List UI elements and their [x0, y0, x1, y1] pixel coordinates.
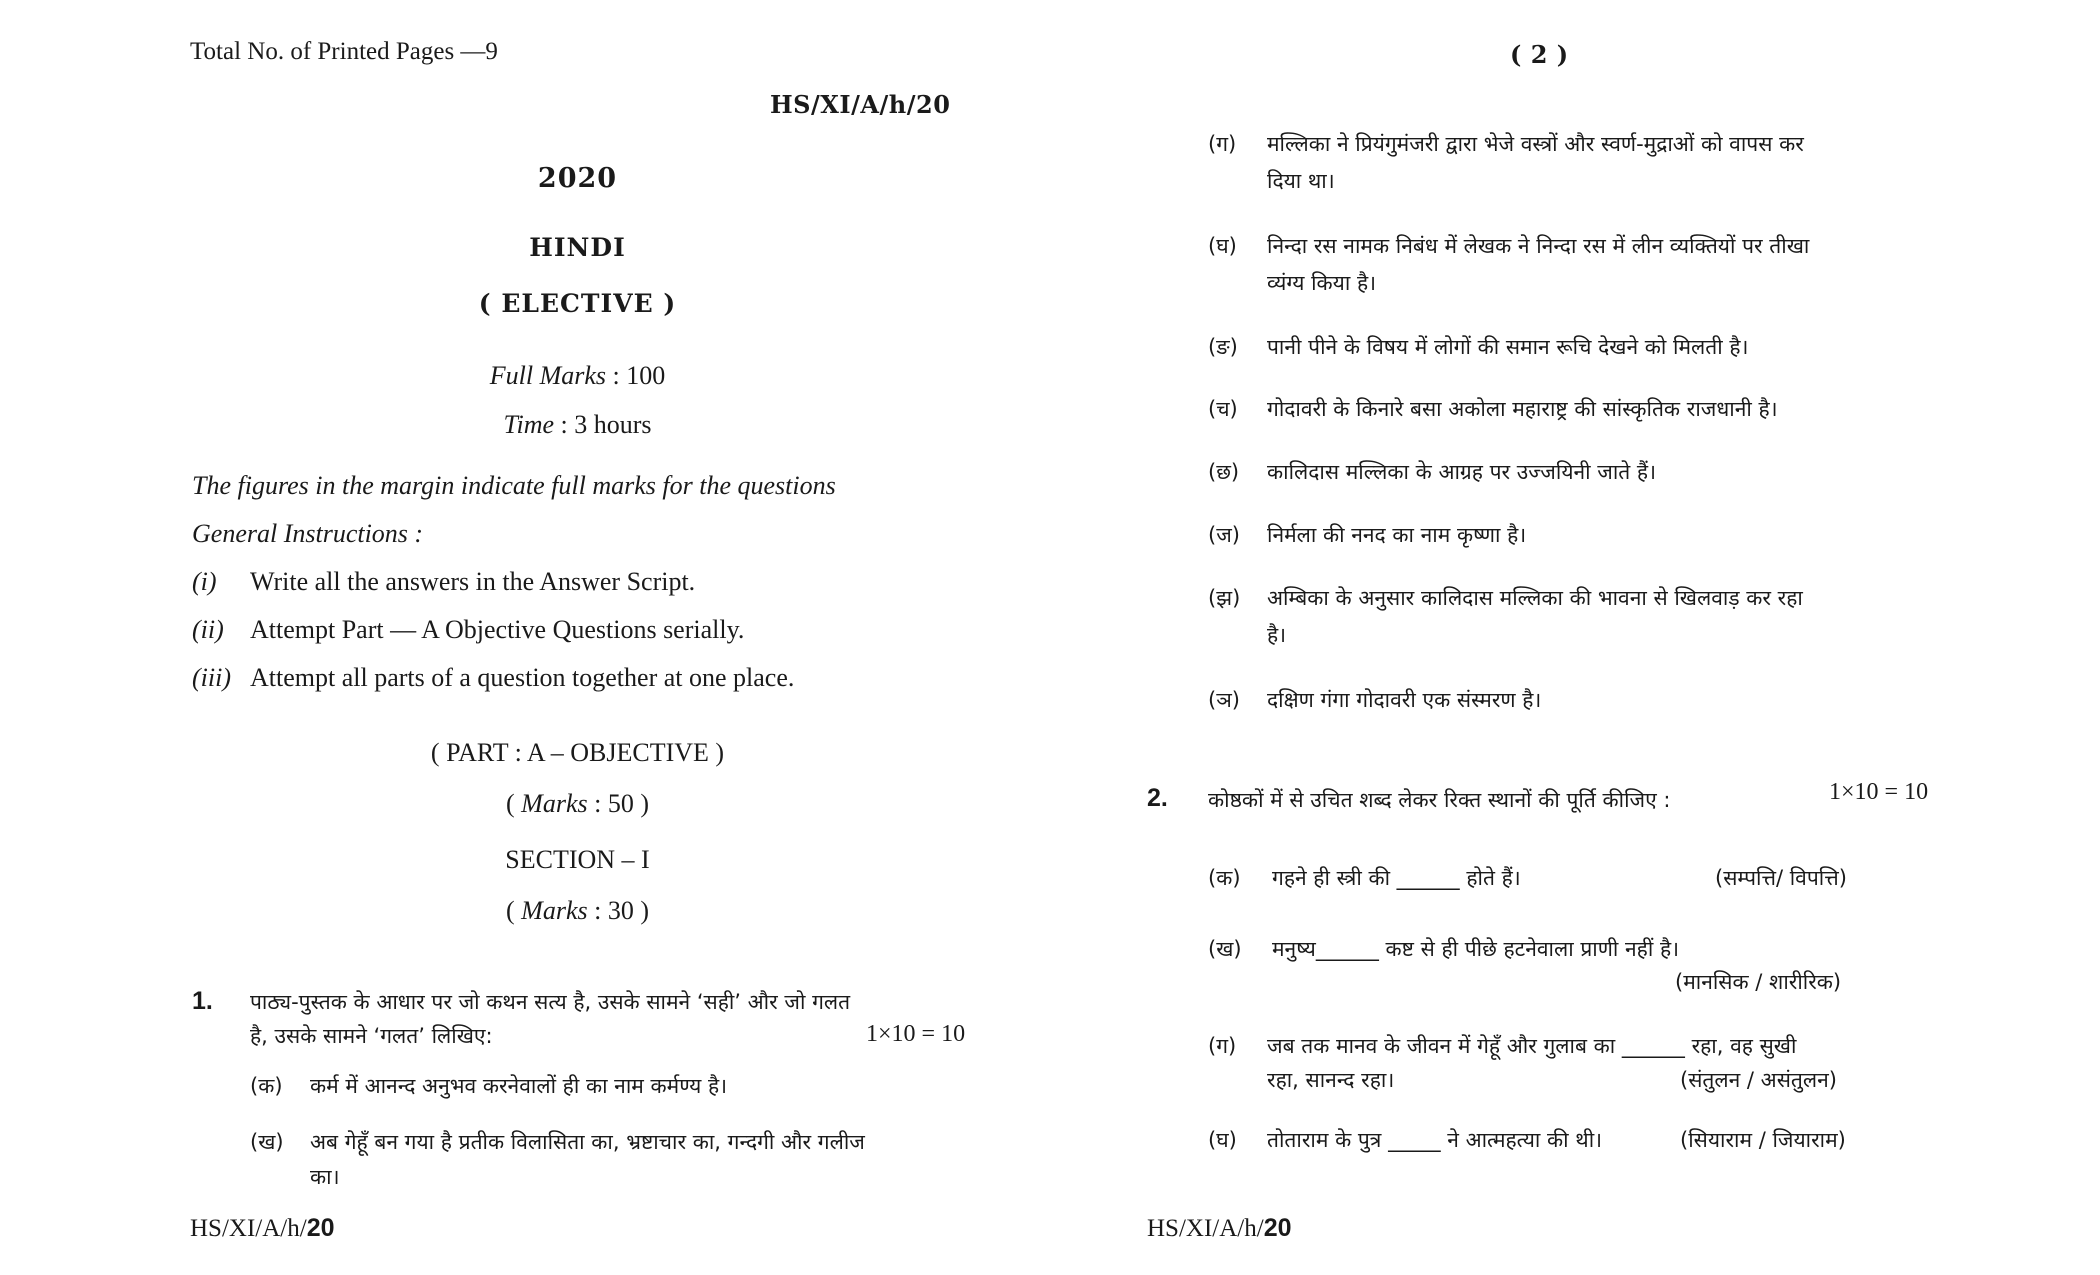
option-label: (च) [1208, 397, 1238, 421]
statement-text: दिया था। [1267, 169, 1335, 193]
question-text: है, उसके सामने ‘गलत’ लिखिए: [250, 1024, 493, 1048]
blank-sentence: मनुष्य______ कष्ट से ही पीछे हटनेवाला प्राणी नहीं है। [1272, 937, 1680, 961]
part-marks-open: ( [506, 789, 522, 818]
blank-sentence: गहने ही स्त्री की ______ होते हैं। [1272, 866, 1521, 890]
section-marks-value: : 30 ) [587, 896, 649, 925]
full-marks-label: Full Marks [489, 361, 607, 390]
page-number: ( 2 ) [1510, 40, 1569, 69]
answer-options: (संतुलन / असंतुलन) [1680, 1068, 1837, 1092]
option-label: (ख) [1208, 937, 1242, 961]
question-text: पाठ्य-पुस्तक के आधार पर जो कथन सत्य है, उसके सामने ‘सही’ और जो गलत [250, 990, 851, 1014]
footer-code-bold: 20 [1263, 1214, 1292, 1242]
subject-title: HINDI [529, 233, 626, 262]
time-label: Time [503, 410, 555, 439]
footer-code [190, 1214, 335, 1243]
statement-text: निन्दा रस नामक निबंध में लेखक ने निन्दा रस में लीन व्यक्तियों पर तीखा [1267, 234, 1810, 258]
section-marks [150, 896, 1005, 926]
section-marks-label: Marks [521, 896, 588, 925]
instruction-number: (i) [192, 567, 217, 596]
question-marks: 1×10 = 10 [1829, 779, 1929, 805]
time-value: : 3 hours [560, 410, 652, 439]
option-label: (ञ) [1208, 688, 1240, 712]
footer-code-bold: 20 [306, 1214, 335, 1242]
instruction-number: (ii) [192, 615, 224, 644]
exam-year: 2020 [537, 163, 618, 194]
option-label: (ग) [1208, 1034, 1237, 1058]
answer-options: (मानसिक / शारीरिक) [1675, 970, 1842, 994]
statement-text: व्यंग्य किया है। [1267, 271, 1377, 295]
statement-text: पानी पीने के विषय में लोगों की समान रूचि देखने को मिलती है। [1267, 335, 1749, 359]
instruction-number: (iii) [192, 663, 231, 692]
footer-code [1147, 1214, 1292, 1243]
option-label: (घ) [1208, 1128, 1237, 1152]
statement-text: अब गेहूँ बन गया है प्रतीक विलासिता का, भ्रष्टाचार का, गन्दगी और गलीज [310, 1130, 865, 1154]
option-label: (ज) [1208, 523, 1240, 547]
instruction-text: Attempt Part — A Objective Questions serially. [250, 615, 745, 644]
question-number: 2. [1147, 784, 1168, 812]
full-marks-value: : 100 [612, 361, 666, 390]
question-marks: 1×10 = 10 [866, 1021, 966, 1047]
part-marks [150, 789, 1005, 819]
statement-text: का। [310, 1165, 340, 1189]
paper-type: ( ELECTIVE ) [478, 289, 677, 318]
statement-text: गोदावरी के किनारे बसा अकोला महाराष्ट्र की सांस्कृतिक राजधानी है। [1267, 397, 1778, 421]
statement-text: अम्बिका के अनुसार कालिदास मल्लिका की भावना से खिलवाड़ कर रहा [1267, 586, 1803, 610]
printed-pages-count: Total No. of Printed Pages —9 [190, 38, 498, 65]
statement-text: दक्षिण गंगा गोदावरी एक संस्मरण है। [1267, 688, 1542, 712]
option-label: (छ) [1208, 460, 1240, 484]
full-marks [150, 361, 1005, 391]
right-page [1050, 0, 2100, 1275]
blank-sentence: तोताराम के पुत्र _____ ने आत्महत्या की थी। [1267, 1128, 1603, 1152]
option-label: (झ) [1208, 586, 1241, 610]
option-label: (घ) [1208, 234, 1237, 258]
option-label: (क) [1208, 866, 1241, 890]
figures-note: The figures in the margin indicate full marks for the questions [192, 471, 836, 500]
part-title: ( PART : A – OBJECTIVE ) [430, 738, 725, 767]
footer-code-text: HS/XI/A/h/ [1147, 1215, 1264, 1242]
instruction-text: Attempt all parts of a question together at one place. [250, 663, 795, 692]
blank-sentence: रहा, सानन्द रहा। [1267, 1068, 1395, 1092]
option-label: (ङ) [1208, 335, 1238, 359]
question-text: कोष्ठकों में से उचित शब्द लेकर रिक्त स्थानों की पूर्ति कीजिए : [1208, 788, 1671, 812]
option-label: (ग) [1208, 132, 1237, 156]
answer-options: (सम्पत्ति/ विपत्ति) [1715, 866, 1847, 890]
part-marks-value: : 50 ) [587, 789, 649, 818]
statement-text: निर्मला की ननद का नाम कृष्णा है। [1267, 523, 1527, 547]
instruction-text: Write all the answers in the Answer Script. [250, 567, 696, 596]
option-label: (क) [250, 1074, 283, 1098]
time-allowed [150, 410, 1005, 440]
statement-text: मल्लिका ने प्रियंगुमंजरी द्वारा भेजे वस्त्रों और स्वर्ण-मुद्राओं को वापस कर [1267, 132, 1804, 156]
section-title: SECTION – I [505, 845, 650, 874]
part-marks-label: Marks [521, 789, 588, 818]
question-number: 1. [192, 987, 213, 1015]
option-label: (ख) [250, 1130, 284, 1154]
statement-text: है। [1267, 623, 1287, 647]
footer-code-text: HS/XI/A/h/ [190, 1215, 307, 1242]
statement-text: कालिदास मल्लिका के आग्रह पर उज्जयिनी जाते हैं। [1267, 460, 1657, 484]
general-instructions-heading: General Instructions : [192, 519, 424, 548]
statement-text: कर्म में आनन्द अनुभव करनेवालों ही का नाम कर्मण्य है। [310, 1074, 728, 1098]
blank-sentence: जब तक मानव के जीवन में गेहूँ और गुलाब का ______ रहा, वह सुखी [1267, 1034, 1797, 1058]
paper-code: HS/XI/A/h/20 [770, 90, 951, 119]
answer-options: (सियाराम / जियाराम) [1680, 1128, 1846, 1152]
section-marks-open: ( [506, 896, 522, 925]
